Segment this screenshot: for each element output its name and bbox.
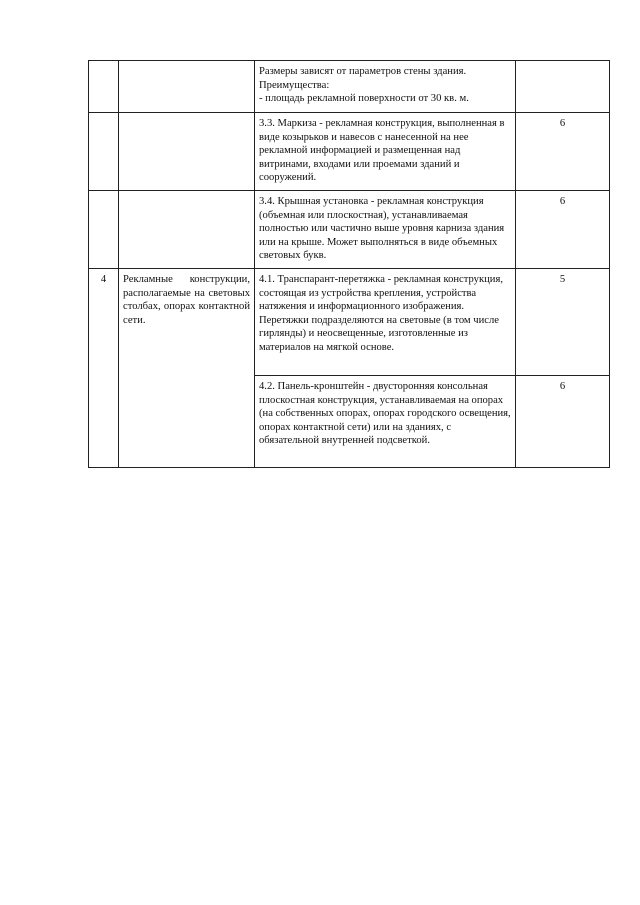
value-cell: 6: [516, 375, 610, 467]
description-line: - площадь рекламной поверхности от 30 кв. м.: [259, 93, 469, 105]
structure-type-cell: Рекламные конструкции, располагаемые на световых столбах, опорах контактной сети.: [119, 268, 255, 467]
description-cell: 3.3. Маркиза - рекламная конструкция, выполненная в виде козырьков и навесов с нанесенной на нее рекламной информацией и размещенная над витринами, входами или проемами зданий и сооружений.: [255, 113, 516, 191]
row-number-cell: [89, 113, 119, 191]
structure-type-cell: [119, 190, 255, 268]
table-row: [89, 113, 610, 191]
table-row: [89, 61, 610, 113]
advertising-structures-table: [88, 60, 610, 468]
value-cell: 5: [516, 268, 610, 375]
structure-type-cell: [119, 61, 255, 113]
value-cell: [516, 61, 610, 113]
description-cell: 3.4. Крышная установка - рекламная конструкция (объемная или плоскостная), устанавливаемая полностью или частично выше уровня карниза здания или на крыше. Может выполняться в виде объемных световых букв.: [255, 190, 516, 268]
table-row: [89, 190, 610, 268]
value-cell: 6: [516, 113, 610, 191]
row-number-cell: 4: [89, 268, 119, 467]
table-row: [89, 268, 610, 375]
description-line: Преимущества:: [259, 79, 330, 91]
row-number-cell: [89, 61, 119, 113]
description-cell: 4.1. Транспарант-перетяжка - рекламная конструкция, состоящая из устройства крепления, устройства натяжения и информационного изображения. Перетяжки подразделяются на световые (в том числе гирлянды) и неосвещенные, изготовленные из материалов на мягкой основе.: [255, 268, 516, 375]
description-cell: [255, 61, 516, 113]
description-line: Размеры зависят от параметров стены здания.: [259, 66, 467, 77]
row-number-cell: [89, 190, 119, 268]
description-cell: 4.2. Панель-кронштейн - двусторонняя консольная плоскостная конструкция, устанавливаемая на опорах (на собственных опорах, опорах городского освещения, опорах контактной сети) или на зданиях, с обязательной внутренней подсветкой.: [255, 375, 516, 467]
value-cell: 6: [516, 190, 610, 268]
structure-type-cell: [119, 113, 255, 191]
